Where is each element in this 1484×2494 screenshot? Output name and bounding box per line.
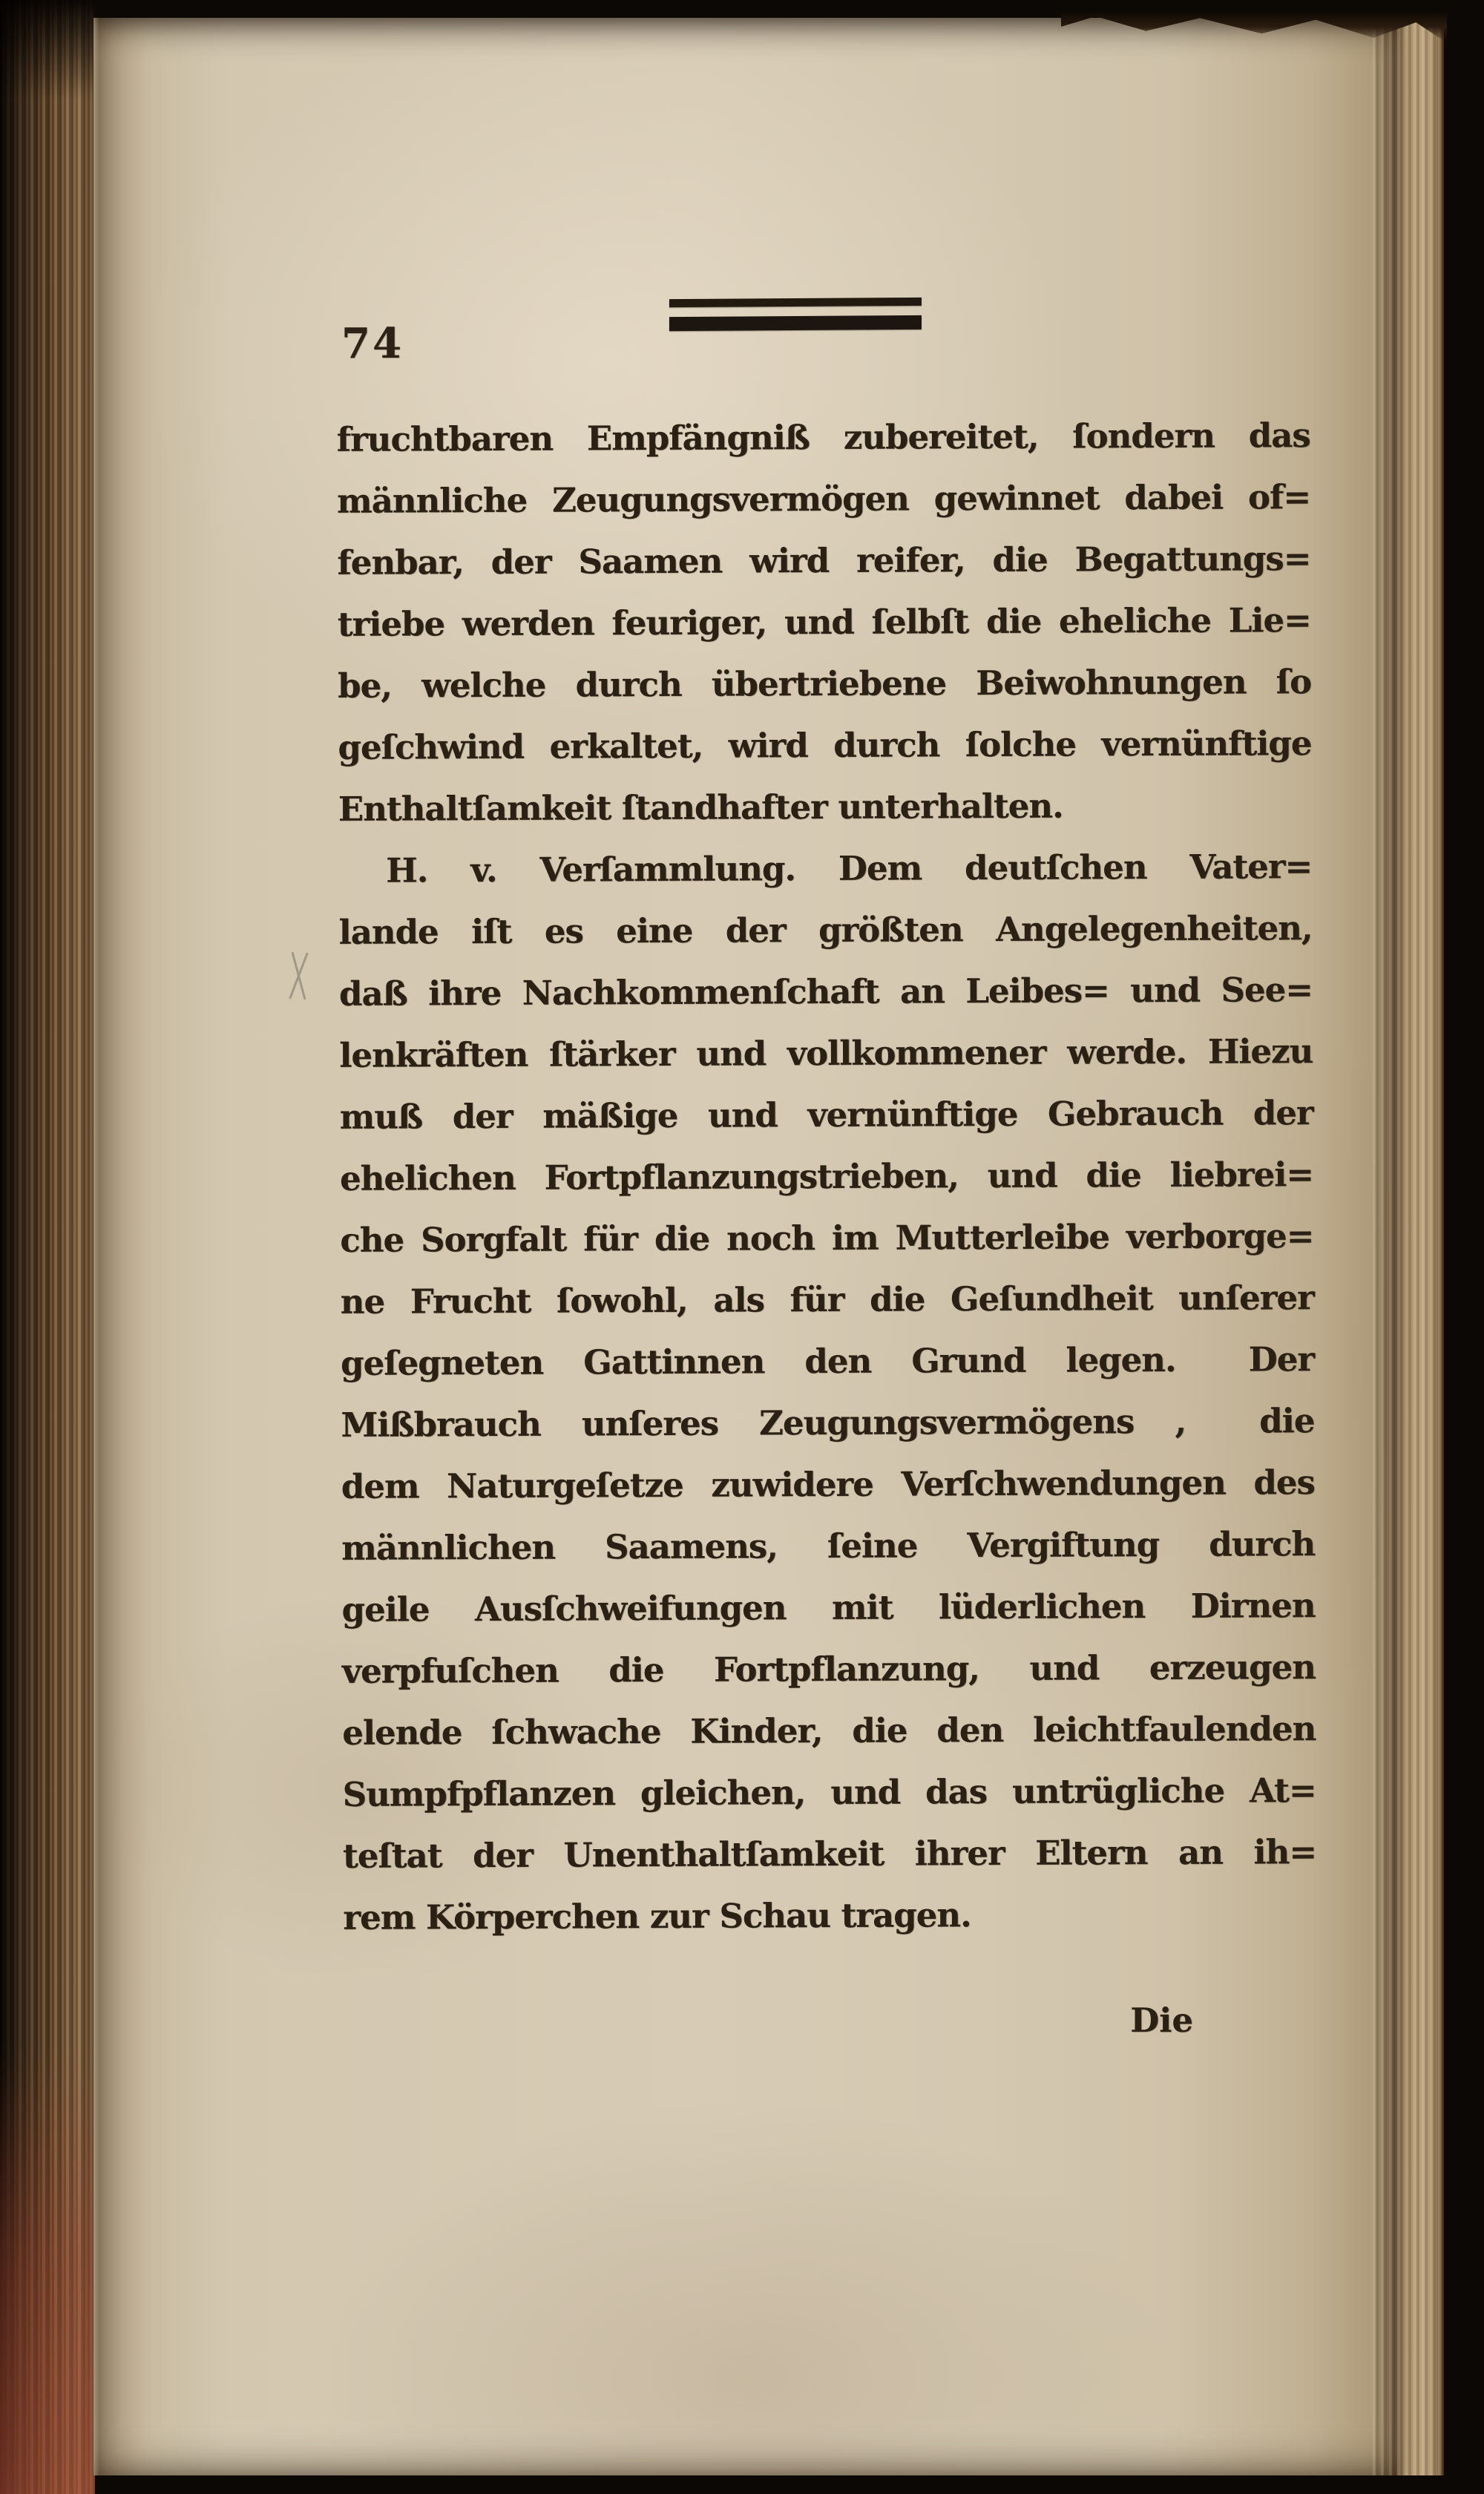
text-line (339, 959, 1313, 1025)
text-line (341, 1328, 1314, 1394)
text-line-content: teſtat der Unenthaltſamkeit ihrer Eltern an ih= (342, 1832, 1317, 1876)
body-text (336, 404, 1316, 1949)
text-line (342, 1698, 1316, 1764)
book-page (93, 18, 1444, 2475)
text-line-content: fruchtbaren Empfängniß zubereitet, ſondern das (336, 416, 1310, 459)
text-line-content: männliche Zeugungsvermögen gewinnet dabei of= (336, 477, 1311, 521)
text-line (339, 1020, 1313, 1086)
text-line (338, 712, 1311, 778)
text-line-content: triebe werden feuriger, und ſelbſt die eheliche Lie= (337, 600, 1311, 644)
text-line (336, 404, 1310, 470)
book-spine-edge (0, 0, 95, 2494)
head-rule-ornament (669, 298, 922, 330)
text-line (341, 1513, 1315, 1579)
text-line (338, 651, 1311, 717)
text-line-content: muß der mäßige und vernünftige Gebrauch der (339, 1093, 1313, 1137)
rule-bottom-bar (669, 315, 922, 331)
text-line-content: ehelichen Fortpflanzungstrieben, und die liebrei= (339, 1155, 1314, 1198)
page-number: 74 (341, 319, 404, 368)
text-line-content: lande iſt es eine der größten Angelegenheiten, (338, 908, 1313, 952)
text-line (340, 1205, 1313, 1271)
text-line-content: rem Körperchen zur Schau tragen. (343, 1895, 971, 1937)
text-line-content: geile Ausſchweifungen mit lüderlichen Dirnen (341, 1586, 1316, 1630)
text-line-content: Sumpfpflanzen gleichen, und das untrügliche At= (342, 1771, 1316, 1814)
text-line (337, 466, 1310, 532)
text-line-content: fenbar, der Saamen wird reifer, die Begattungs= (337, 539, 1311, 583)
text-line (338, 589, 1311, 655)
text-line-content: männlichen Saamens, ſeine Vergiftung durch (341, 1524, 1316, 1568)
text-line-content: daß ihre Nachkommenſchaft an Leibes= und See= (338, 970, 1313, 1014)
text-line (338, 836, 1312, 902)
text-line-content: Enthaltſamkeit ſtandhafter unterhalten. (338, 786, 1063, 829)
text-line (342, 1759, 1316, 1825)
text-line-content: elende ſchwache Kinder, die den leichtfaulenden (342, 1709, 1316, 1753)
text-line (341, 1575, 1315, 1641)
rule-top-bar (669, 298, 922, 307)
text-line (338, 897, 1312, 963)
text-line (341, 1451, 1315, 1517)
text-line (342, 1636, 1316, 1702)
pencil-x-mark (280, 951, 315, 1000)
text-line-content: che Sorgfalt für die noch im Mutterleibe verborge= (340, 1216, 1314, 1260)
text-line (337, 528, 1310, 594)
text-line (341, 1390, 1314, 1456)
catchword: Die (1130, 2001, 1193, 2040)
text-line-content: be, welche durch übertriebene Beiwohnungen ſo (337, 662, 1312, 706)
text-line-content: Mißbrauch unſeres Zeugungsvermögens , die (341, 1401, 1315, 1445)
text-line-content: ne Frucht ſowohl, als für die Geſundheit unſerer (340, 1278, 1314, 1322)
text-line (343, 1821, 1316, 1887)
text-line-content: H. v. Verſammlung. Dem deutſchen Vater= (386, 847, 1313, 890)
text-line (339, 1082, 1313, 1148)
text-line-content: lenkräften ſtärker und vollkommener werde. Hiezu (339, 1031, 1313, 1075)
text-line (338, 774, 1312, 840)
text-line-content: verpfuſchen die Fortpflanzung, und erzeugen (341, 1647, 1316, 1691)
text-line (343, 1883, 1316, 1949)
text-line-content: dem Naturgeſetze zuwidere Verſchwendungen des (341, 1463, 1315, 1506)
text-line-content: geſchwind erkaltet, wird durch ſolche vernünftige (338, 723, 1312, 767)
page-fore-edge (1373, 18, 1444, 2475)
text-line (340, 1143, 1313, 1210)
text-line-content: geſegneten Gattinnen den Grund legen. Der (340, 1339, 1315, 1383)
text-line (341, 1267, 1314, 1333)
